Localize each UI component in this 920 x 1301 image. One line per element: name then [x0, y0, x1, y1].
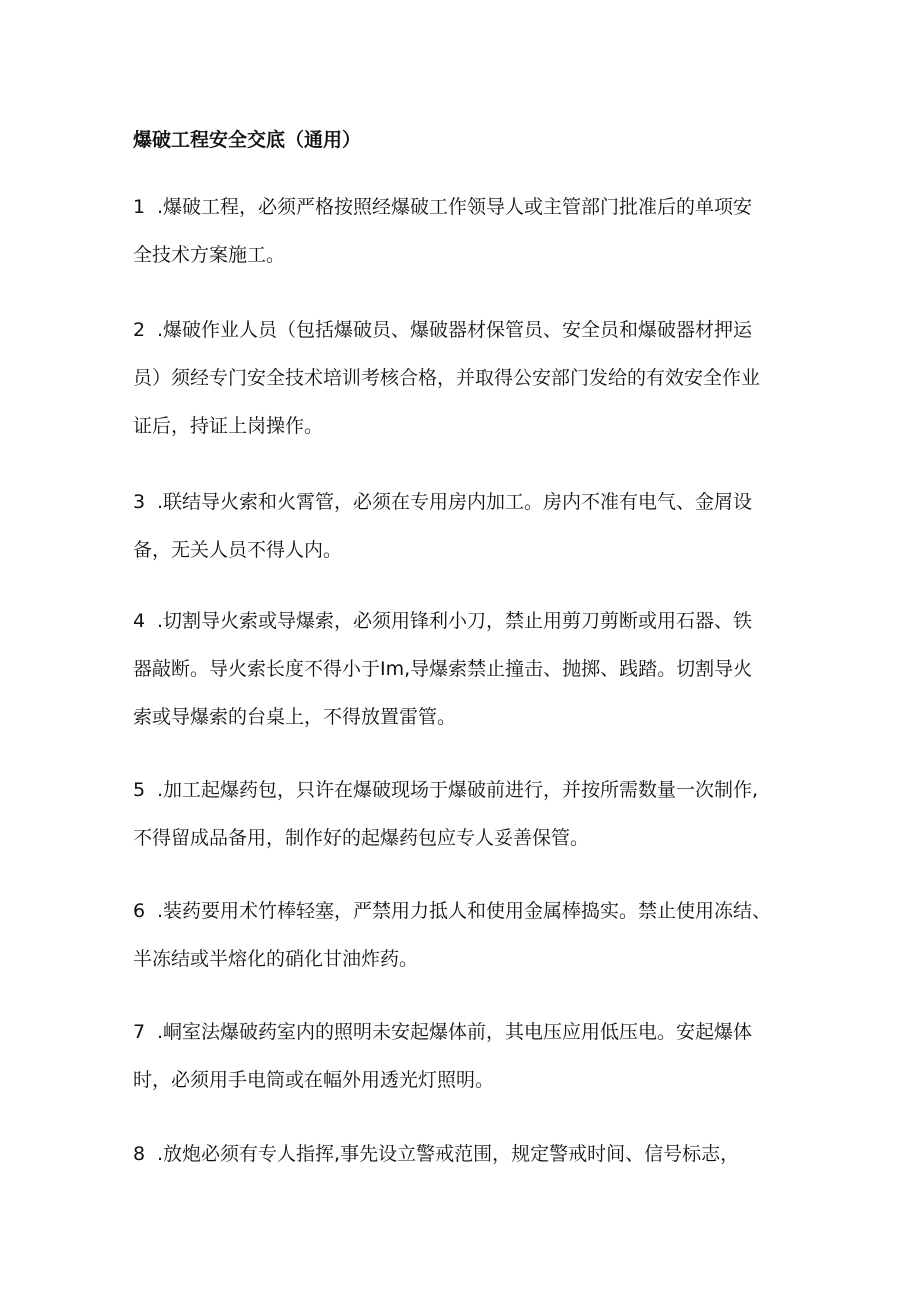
list-item [133, 597, 805, 741]
item-number: 1 [133, 196, 146, 218]
item-text-line: 备，无关人员不得人内。 [133, 539, 343, 561]
item-text-line: .爆破工程，必须严格按照经爆破工作领导人或主管部门批准后的单项安 [157, 196, 753, 218]
item-text-line: 全技术方案施工。 [133, 244, 286, 266]
list-item [133, 887, 805, 983]
item-text-line: 时，必须用手电筒或在幅外用透光灯照明。 [133, 1069, 495, 1091]
item-number: 7 [133, 1021, 146, 1043]
item-text-line: .联结导火索和火霄管，必须在专用房内加工。房内不准有电气、金屑设 [157, 491, 753, 513]
list-item [133, 1130, 805, 1178]
document-title: 爆破工程安全交底（通用） [133, 129, 362, 151]
item-number: 2 [133, 319, 146, 341]
item-number: 4 [133, 610, 146, 632]
item-text-line: .加工起爆药包，只许在爆破现场于爆破前进行，并按所需数量一次制作, [157, 779, 759, 801]
item-number: 8 [133, 1143, 146, 1165]
item-text-line: 器敲断。导火索长度不得小于Im,导爆索禁止撞击、抛掷、践踏。切割导火 [133, 658, 753, 680]
item-text-line: .切割导火索或导爆索，必须用锋利小刀，禁止用剪刀剪断或用石器、铁 [157, 610, 753, 632]
item-text-line: 索或导爆索的台桌上，不得放置雷管。 [133, 706, 457, 728]
item-text-line: 不得留成品备用，制作好的起爆药包应专人妥善保管。 [133, 827, 590, 849]
list-item [133, 766, 805, 862]
list-item [133, 478, 805, 574]
list-item [133, 183, 805, 279]
item-text-line: 证后，持证上岗操作。 [133, 415, 324, 437]
item-number: 5 [133, 779, 146, 801]
list-item [133, 1008, 805, 1104]
list-item [133, 306, 805, 450]
item-text-line: 半冻结或半熔化的硝化甘油炸药。 [133, 948, 419, 970]
item-number: 3 [133, 491, 146, 513]
item-number: 6 [133, 900, 146, 922]
item-text-line: .峒室法爆破药室内的照明未安起爆体前，其电压应用低压电。安起爆体 [157, 1021, 753, 1043]
item-text-line: .装药要用术竹棒轻塞，严禁用力抵人和使用金属棒捣实。禁止使用冻结、 [157, 900, 772, 922]
item-text-line: .爆破作业人员（包括爆破员、爆破器材保管员、安全员和爆破器材押运 [157, 319, 753, 341]
item-text-line: 员）须经专门安全技术培训考核合格，并取得公安部门发给的有效安全作业 [133, 367, 761, 389]
item-text-line: .放炮必须有专人指挥,事先设立警戒范围，规定警戒时间、信号标志， [157, 1143, 740, 1165]
